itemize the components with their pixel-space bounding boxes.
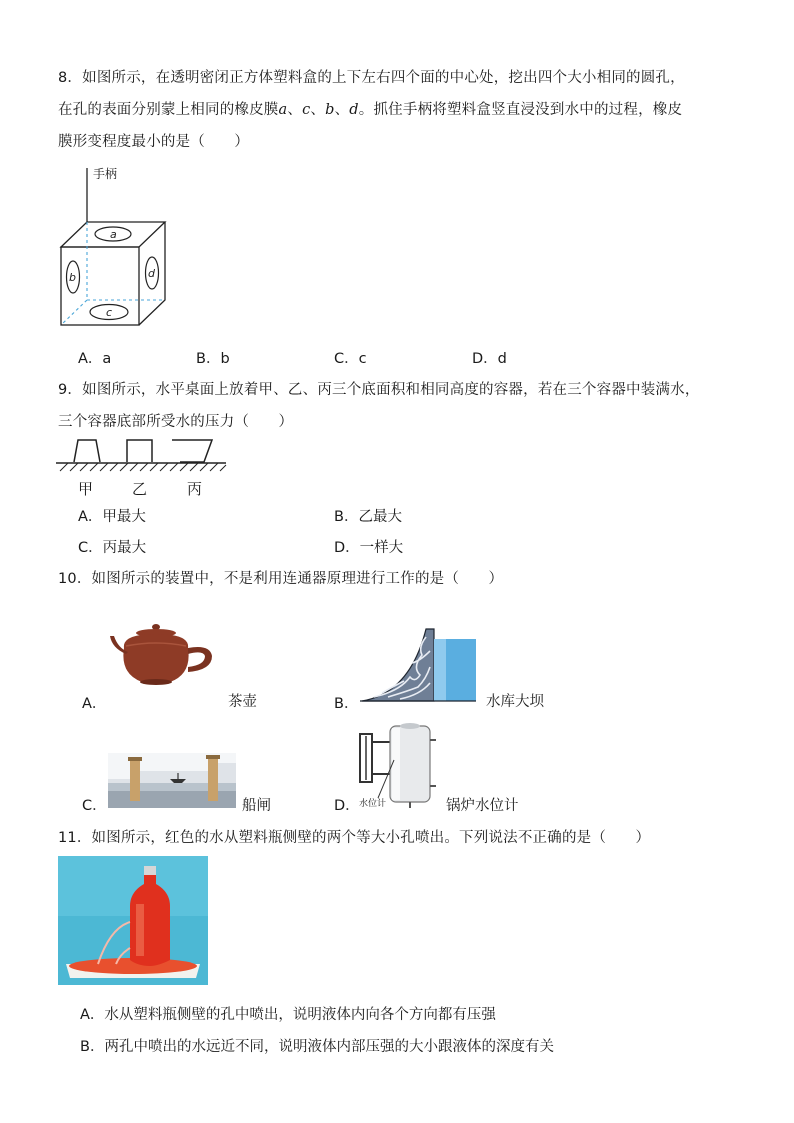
q10-option-b-letter[interactable]: B． xyxy=(334,696,359,712)
q9-option-a[interactable]: A．甲最大 xyxy=(78,509,146,525)
q8-sep-1: 、 xyxy=(287,102,303,118)
q8-option-a[interactable]: A．a xyxy=(78,351,112,367)
q8-option-d[interactable]: D．d xyxy=(472,351,507,367)
q8-cube-figure xyxy=(55,160,175,330)
q10-option-a-letter[interactable]: A． xyxy=(82,696,107,712)
container-bing xyxy=(172,440,212,462)
q9-option-c[interactable]: C．丙最大 xyxy=(78,540,147,556)
ship-lock-image xyxy=(108,753,236,808)
q10-option-d-caption: 锅炉水位计 xyxy=(446,798,519,814)
q11-option-a[interactable]: A．水从塑料瓶侧壁的孔中喷出，说明液体内向各个方向都有压强 xyxy=(80,1007,496,1023)
q8-var-d: d xyxy=(349,102,359,118)
q9-stem-line1: 9．如图所示，水平桌面上放着甲、乙、丙三个底面积和相同高度的容器，若在三个容器中装满水， xyxy=(58,382,700,398)
q8-stem-line2-pre: 在孔的表面分别蒙上相同的橡皮膜 xyxy=(58,102,279,118)
q9-stem-line2: 三个容器底部所受水的压力（ ） xyxy=(58,414,294,430)
q8-stem-line2-post: 。抓住手柄将塑料盒竖直浸没到水中的过程，橡皮 xyxy=(358,102,683,118)
bottle-photo xyxy=(58,856,208,985)
label-d: d xyxy=(148,267,155,280)
container-jia xyxy=(74,440,100,462)
q8-stem-line3: 膜形变程度最小的是（ ） xyxy=(58,134,250,150)
table-hatching xyxy=(60,463,226,471)
label-c: c xyxy=(106,306,113,319)
q10-option-a-caption: 茶壶 xyxy=(228,694,257,710)
label-a: a xyxy=(110,228,117,241)
q8-option-b[interactable]: B．b xyxy=(196,351,230,367)
q8-sep-2: 、 xyxy=(310,102,326,118)
q9-option-b[interactable]: B．乙最大 xyxy=(334,509,402,525)
q9-label-bing: 丙 xyxy=(187,480,203,498)
container-yi xyxy=(127,440,152,462)
q8-var-b: b xyxy=(325,102,335,118)
q8-var-c: c xyxy=(302,102,311,118)
handle-label: 手柄 xyxy=(93,167,118,181)
gauge-label: 水位计 xyxy=(359,799,387,809)
dam-image xyxy=(360,627,480,705)
q10-option-c-letter[interactable]: C． xyxy=(82,798,107,814)
q10-stem-line1: 10．如图所示的装置中，不是利用连通器原理进行工作的是（ ） xyxy=(58,571,504,587)
q8-stem-line1: 8．如图所示，在透明密闭正方体塑料盒的上下左右四个面的中心处，挖出四个大小相同的圆孔， xyxy=(58,70,685,86)
q10-option-c-caption: 船闸 xyxy=(242,798,271,814)
q11-option-b[interactable]: B．两孔中喷出的水远近不同，说明液体内部压强的大小跟液体的深度有关 xyxy=(80,1039,554,1055)
teapot-image xyxy=(108,622,218,688)
q8-sep-3: 、 xyxy=(334,102,350,118)
q8-stem-line2 xyxy=(58,98,682,119)
cube-hidden-diagonal xyxy=(61,300,87,325)
q9-option-d[interactable]: D．一样大 xyxy=(334,540,404,556)
q9-label-yi: 乙 xyxy=(132,480,148,498)
q8-option-c[interactable]: C．c xyxy=(334,351,367,367)
q11-stem-line1: 11．如图所示，红色的水从塑料瓶侧壁的两个等大小孔喷出。下列说法不正确的是（ ） xyxy=(58,830,651,846)
q10-option-b-caption: 水库大坝 xyxy=(486,694,544,710)
label-b: b xyxy=(69,271,76,284)
q8-var-a: a xyxy=(278,102,288,118)
q9-label-jia: 甲 xyxy=(78,480,94,498)
q10-option-d-letter[interactable]: D． xyxy=(334,798,360,814)
boiler-gauge-image xyxy=(356,720,442,812)
